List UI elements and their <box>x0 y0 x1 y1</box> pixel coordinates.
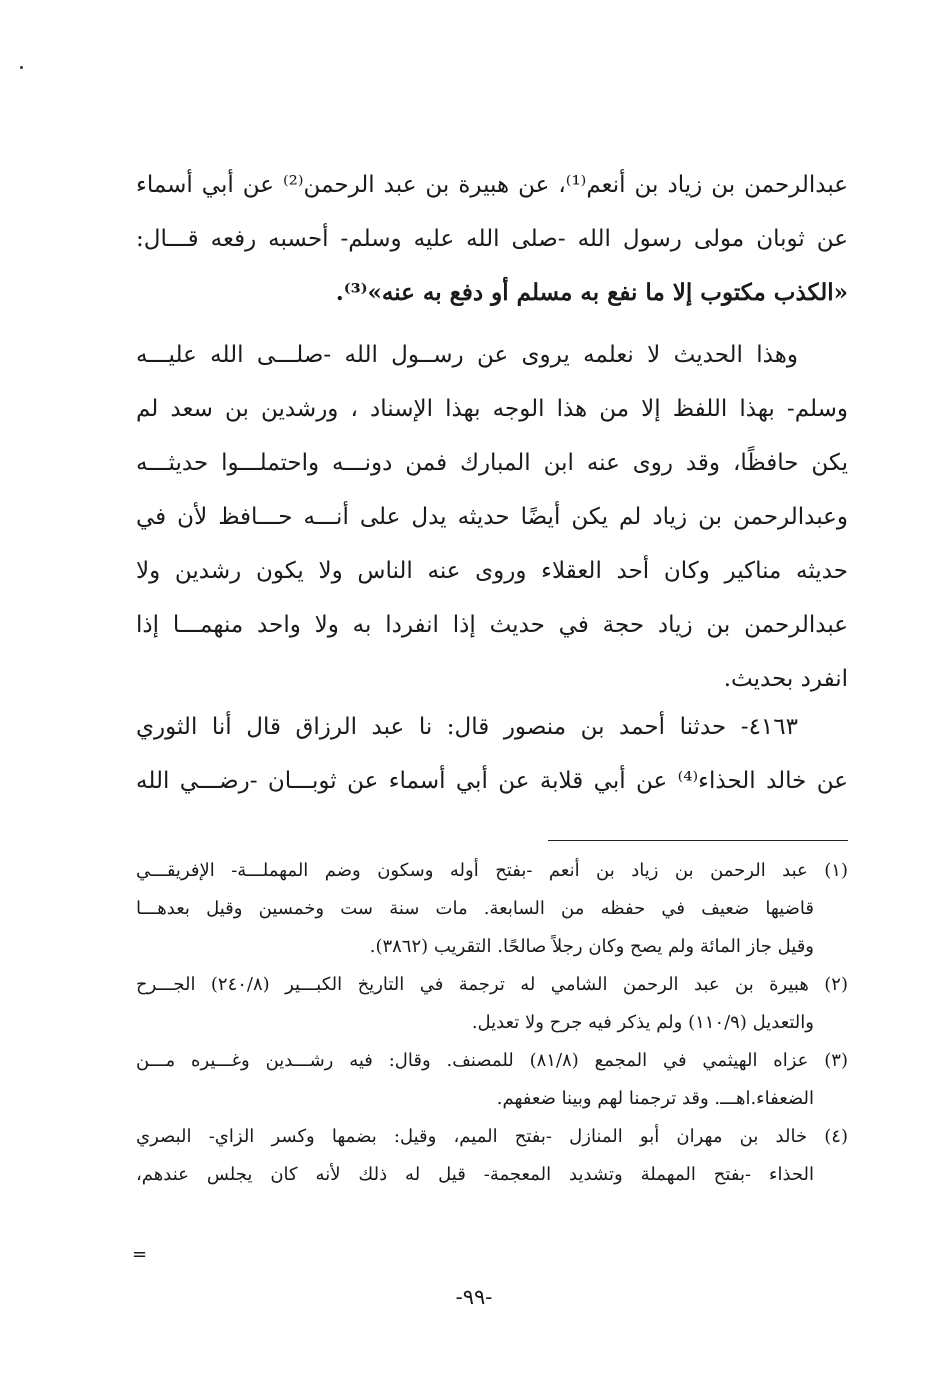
footnote-2 <box>136 966 848 1042</box>
text-line: يكن حافظًا، وقد روى عنه ابن المبارك فمن دونـــه واحتملـــوا حديثـــه <box>136 450 848 476</box>
text-line: وسلم- بهذا اللفظ إلا من هذا الوجه بهذا الإسناد ، ورشدين بن سعد لم <box>136 396 848 422</box>
text-line: حديثه مناكير وكان أحد العقلاء وروى عنه الناس ولا يكون رشدين ولا <box>136 558 848 584</box>
text-line: عن خالد الحذاء⁽⁴⁾ عن أبي قلابة عن أبي أسماء عن ثوبـــان -رضـــي الله <box>136 768 848 794</box>
text-line: عبدالرحمن بن زياد حجة في حديث إذا انفردا به ولا واحد منهمـــا إذا <box>136 612 848 638</box>
paragraph-1 <box>136 158 848 320</box>
text-line: انفرد بحديث. <box>723 666 848 692</box>
text-line: عن ثوبان مولى رسول الله -صلى الله عليه وسلم- أحسبه رفعه قـــال: <box>136 226 848 252</box>
footnotes <box>136 852 848 1194</box>
text-line: ٤١٦٣- حدثنا أحمد بن منصور قال: نا عبد الرزاق قال أنا الثوري <box>136 714 798 740</box>
footnote-line: الحذاء -بفتح المهملة وتشديد المعجمة- قيل له ذلك لأنه كان يجلس عندهم، <box>136 1164 814 1185</box>
footnote-line: (١) عبد الرحمن بن زياد بن أنعم -بفتح أوله وسكون وضم المهملـــة- الإفريقـــي <box>136 860 848 881</box>
footnote-line: قاضيها ضعيف في حفظه من السابعة. مات سنة ست وخمسين وقيل بعدهـــا <box>136 898 814 919</box>
footnote-line: (٣) عزاه الهيثمي في المجمع (٨١/٨) للمصنف. وقال: فيه رشـــدين وغـــيره مـــن <box>136 1050 848 1071</box>
continuation-mark: = <box>132 1244 148 1265</box>
text-line: عبدالرحمن بن زياد بن أنعم⁽¹⁾، عن هبيرة بن عبد الرحمن⁽²⁾ عن أبي أسماء <box>136 172 848 198</box>
page-number: -٩٩- <box>455 1285 493 1309</box>
hadith-text-line: «الكذب مكتوب إلا ما نفع به مسلم أو دفع به عنه»⁽³⁾. <box>335 279 848 306</box>
footnote-3 <box>136 1042 848 1118</box>
footnote-divider <box>548 840 848 841</box>
footnote-line: (٢) هبيرة بن عبد الرحمن الشامي له ترجمة في التاريخ الكبـــير (٢٤٠/٨) الجـــرح <box>136 974 848 995</box>
footnote-line: (٤) خالد بن مهران أبو المنازل -بفتح الميم، وقيل: بضمها وكسر الزاي- البصري <box>136 1126 848 1147</box>
text-line: وعبدالرحمن بن زياد لم يكن أيضًا حديثه يدل على أنـــه حـــافظ لأن في <box>136 504 848 530</box>
footnote-line: والتعديل (١١٠/٩) ولم يذكر فيه جرح ولا تعديل. <box>471 1012 814 1033</box>
scan-speck <box>20 66 23 69</box>
footnote-1 <box>136 852 848 966</box>
footnote-line: وقيل جاز المائة ولم يصح وكان رجلاً صالحًا. التقريب (٣٨٦٢). <box>369 936 814 957</box>
paragraph-2 <box>136 328 848 706</box>
paragraph-3 <box>136 700 848 808</box>
footnote-line: الضعفاء.اهـــ. وقد ترجمنا لهم وبينا ضعفهم. <box>496 1088 814 1109</box>
text-line: وهذا الحديث لا نعلمه يروى عن رســول الله -صلـــى الله عليـــه <box>136 342 798 368</box>
footnote-4 <box>136 1118 848 1194</box>
